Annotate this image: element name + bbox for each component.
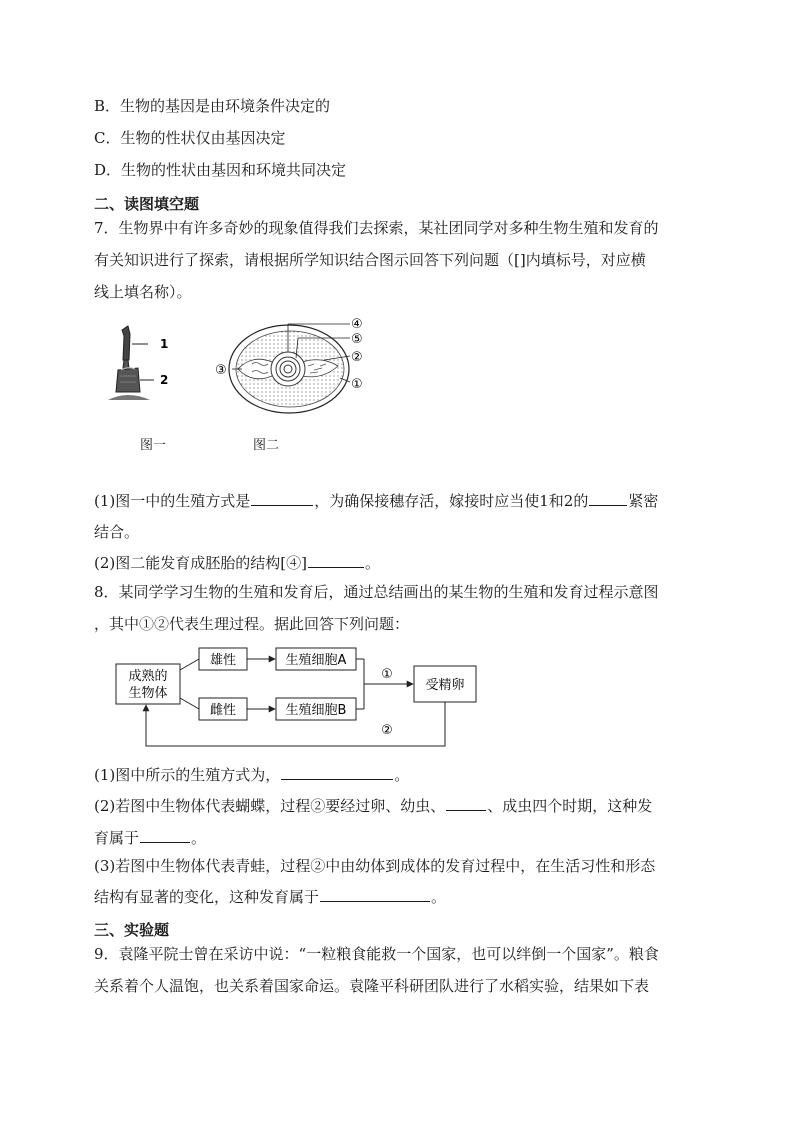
organism-label-1: 成熟的 [128,669,168,684]
q8-sub1-b: 。 [394,766,410,784]
q7-sub2-line [94,552,380,573]
q8-blank4[interactable] [320,886,430,902]
q7-line2: 有关知识进行了探索，请根据所学知识结合图示回答下列问题（[]内填标号，对应横 [94,251,646,269]
fig2-label-4: ④ [351,317,363,332]
q8-sub2-line [94,795,652,816]
q8-sub2-c: 育属于 [94,829,140,847]
q8-blank1[interactable] [281,764,393,780]
q7-sub1-b: ，为确保接穗存活，嫁接时应当使1和2的 [314,492,589,510]
q8-sub2-a: (2)若图中生物体代表蝴蝶，过程②要经过卵、幼虫、 [94,797,446,815]
q7-blank1[interactable] [251,490,313,506]
q8-sub3-c: 。 [431,888,447,906]
q7-sub1-line [94,490,658,511]
zygote-label: 受精卵 [425,678,465,693]
option-d: D．生物的性状由基因和环境共同决定 [94,161,347,179]
figure1-grafting [108,320,183,410]
q7-line1: 7．生物界中有许多奇妙的现象值得我们去探索，某社团同学对多种生物生殖和发育的 [94,219,659,237]
figure2-caption: 图二 [253,438,280,453]
fig1-label-1: 1 [160,337,169,351]
reproduction-flow-diagram [100,640,480,750]
male-label: 雄性 [209,653,237,668]
fig2-label-2: ② [351,350,363,365]
option-b: B．生物的基因是由环境条件决定的 [94,97,331,115]
q8-sub3-line [94,886,446,907]
section2-title: 二、读图填空题 [94,195,200,213]
q7-blank2[interactable] [589,490,627,506]
q8-sub1-a: (1)图中所示的生殖方式为， [94,766,281,784]
q8-sub2-cont [94,827,206,848]
q7-sub2-a: (2)图二能发育成胚胎的结构[④] [94,554,307,572]
q8-blank2[interactable] [446,795,486,811]
figure2-egg [212,314,372,424]
step1-label: ① [381,667,393,682]
q8-sub3-a: (3)若图中生物体代表青蛙，过程②中由幼体到成体的发育过程中，在生活习性和形态 [94,857,656,875]
q8-sub3-b: 结构有显著的变化，这种发育属于 [94,888,320,906]
figure1-caption: 图一 [140,438,167,453]
q7-blank3[interactable] [308,552,364,568]
q7-sub1-d: 结合。 [94,523,140,541]
q9-line2: 关系着个人温饱，也关系着国家命运。袁隆平科研团队进行了水稻实验，结果如下表 [94,977,650,995]
q7-sub2-b: 。 [364,554,380,572]
q8-sub2-d: 。 [191,829,207,847]
q7-line3: 线上填名称）。 [94,283,192,301]
q9-line1: 9．袁隆平院士曾在采访中说：“一粒粮食能救一个国家，也可以绊倒一个国家”。粮食 [94,945,659,963]
q7-sub1-a: (1)图一中的生殖方式是 [94,492,251,510]
fig2-label-1: ① [351,377,363,392]
fig2-label-3: ③ [215,363,227,378]
female-label: 雌性 [209,703,237,718]
fig1-label-2: 2 [160,373,169,387]
section3-title: 三、实验题 [94,921,170,939]
q8-blank3[interactable] [140,827,190,843]
cell-a-label: 生殖细胞A [285,653,347,668]
q7-sub1-c: 紧密 [628,492,659,510]
organism-label-2: 生物体 [128,686,168,701]
q8-sub1-line [94,764,409,785]
q8-line2: ，其中①②代表生理过程。据此回答下列问题： [94,615,410,633]
cell-b-label: 生殖细胞B [285,703,347,718]
q8-line1: 8．某同学学习生物的生殖和发育后，通过总结画出的某生物的生殖和发育过程示意图 [94,583,659,601]
q8-sub2-b: 、成虫四个时期，这种发 [487,797,653,815]
step2-label: ② [381,723,393,738]
option-c: C．生物的性状仅由基因决定 [94,129,286,147]
fig2-label-5: ⑤ [351,332,363,347]
